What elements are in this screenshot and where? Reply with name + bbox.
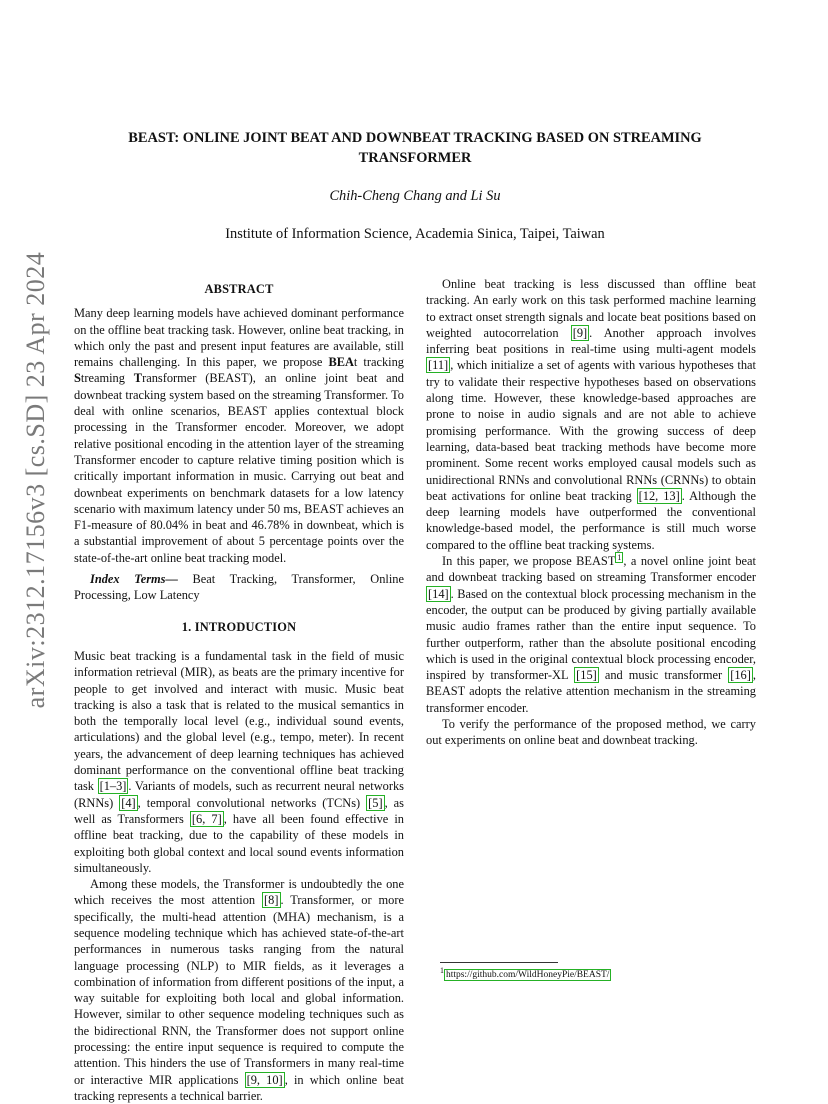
intro-paragraph-5: To verify the performance of the proposed method, we carry out experiments on online beat and downbeat tracking. [426,717,756,748]
citation-link[interactable]: [8] [264,893,279,908]
citation-link[interactable]: [9, 10] [246,1072,283,1087]
footnote-url-link[interactable]: https://github.com/WildHoneyPie/BEAST/ [445,970,610,981]
citation-link[interactable]: [1–3] [99,779,127,794]
right-column [426,276,756,749]
arxiv-identifier: arXiv:2312.17156v3 [cs.SD] 23 Apr 2024 [21,251,50,709]
abstract-text: Many deep learning models have achieved dominant performance on the offline beat tracking task. However, online beat tracking, in which only the past and present input features are available, still remains challenging. In this paper, we propose BEAt tracking Streaming Transformer (BEAST), an online joint beat and downbeat tracking system based on the streaming Transformer. To deal with online scenarios, BEAST applies contextual block processing in the Transformer encoder. Moreover, we adopt relative positional encoding in the attention layer of the streaming Transformer encoder to capture relative timing position which is critically important information in music. Carrying out beat and downbeat experiments on benchmark datasets for a low latency scenario with maximum latency under 50 ms, BEAST achieves an F1-measure of 80.04% in beat and 46.78% in downbeat, which is a substantial improvement of about 5 percentage points over the state-of-the-art online beat tracking model. [74,306,405,565]
abstract-heading: ABSTRACT [204,282,274,296]
paper-affiliation: Institute of Information Science, Academia Sinica, Taipei, Taiwan [225,226,605,242]
left-column [74,281,404,1104]
footnote-marker[interactable]: 1 [617,552,622,562]
introduction-heading: 1. INTRODUCTION [181,619,297,634]
paper-authors: Chih-Cheng Chang and Li Su [329,188,501,204]
footnote [440,966,611,980]
citation-link[interactable]: [14] [428,586,449,601]
citation-link[interactable]: [4] [121,795,136,810]
intro-paragraph-2: Among these models, the Transformer is undoubtedly the one which receives the most attention [8] . Transformer, or more specifically, the multi-head attention (MHA) mechanism, is a sequence modeling technique which has achieved state-of-the-art performances in numerous tasks ranging from the natural language processing (NLP) to MIR fields, as it leverages a combination of information from different positions of the input, a way suitable for exploiting both local and global information. However, similar to other sequence modeling techniques such as the bidirectional RNN, the Transformer does not support online processing: the entire input sequence is required to compute the attention. This hinders the use of Transformers in many real-time or interactive MIR applications [9, 10] , in which online beat tracking represents a technical barrier. [74,877,404,1103]
intro-paragraph-4: In this paper, we propose BEAST $^1$ , a novel online joint beat and downbeat tracking based on streaming Transformer encoder [14] . Based on the contextual block processing mechanism in the encoder, the output can be produced by giving partially available music audio frames rather than the entire input sequence. To further outperform, rather than the absolute positional encoding which is used in the original contextual block processing encoder, inspired by transformer-XL [15] and music transformer [16] , BEAST adopts the relative attention mechanism in the streaming transformer encoder. [426,552,756,715]
citation-link[interactable]: [11] [428,358,449,373]
citation-link[interactable]: [5] [368,795,383,810]
citation-link[interactable]: [12, 13] [638,488,680,503]
intro-paragraph-3: Online beat tracking is less discussed than offline beat tracking. An early work on this task performed machine learning to extract onset strength signals and locate beat positions based on weighted autocorrelation [9] . Another approach involves inferring beat positions in real-time using multi-agent models [11] , which initialize a set of agents with various hypotheses that try to validate their respective hypotheses based on observations along time. However, these knowledge-based approaches are prone to noise in audio signals and are not able to achieve promising performance. With the growing success of deep learning, data-based beat tracking methods have become more prominent. Some recent works employed causal models such as unidirectional RNNs and convolutional RNNs (CRNNs) to obtain beat activations for online beat tracking [12, 13] . Although the deep learning models have outperformed the conventional knowledge-based model, the performance is still much worse compared to the offline beat tracking systems. [426,277,756,552]
citation-link[interactable]: [6, 7] [191,811,222,826]
index-terms: Index Terms— Beat Tracking, Transformer, Online Processing, Low Latency [74,572,404,603]
paper-title: BEAST: ONLINE JOINT BEAT AND DOWNBEAT TRACKING BASED ON STREAMING TRANSFORMER [128,130,702,166]
citation-link[interactable]: [16] [730,668,751,683]
citation-link[interactable]: [9] [572,325,588,340]
intro-paragraph-1: Music beat tracking is a fundamental task in the field of music information retrieval (MIR), as beats are the primary incentive for people to get involved and interact with music. Music beat tracking is also a task that is related to the musical semantics in both the temporally local level (e.g., individual sound events, articulations) and the global level (e.g., tempo, meter). In recent years, the advancement of deep learning techniques has achieved dominant performance on the conventional offline beat tracking task [1–3] . Variants of models, such as recurrent neural networks (RNNs) [4] , temporal convolutional networks (TCNs) [5] , as well as Transformers [6, 7] , have all been found effective in offline beat tracking, due to the capability of these models in exploiting both global context and local sound events information simultaneously. [74,648,404,875]
footnote-number: 1 [440,966,444,975]
index-terms-label: Index Terms— [90,572,178,587]
citation-link[interactable]: [15] [576,668,597,683]
footnote-divider [440,962,558,963]
